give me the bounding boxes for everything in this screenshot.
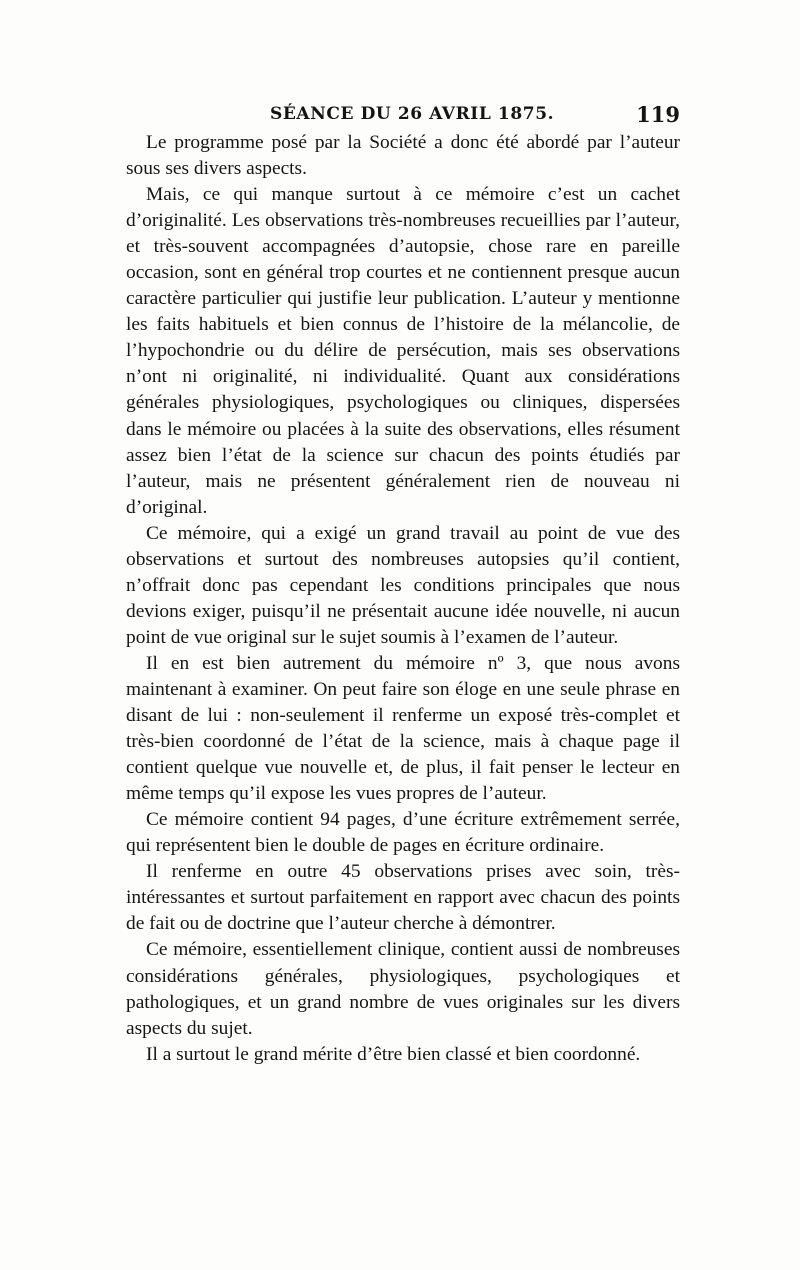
body-text (126, 130, 680, 1068)
paragraph-4: Il en est bien autrement du mémoire nº 3, que nous avons maintenant à examiner. On peut faire son éloge en une seule phrase en disant de lui : non-seulement il renferme un exposé très-complet et très-bien coordonné de l’état de la science, mais à chaque page il contient quelque vue nouvelle et, de plus, il fait penser le lecteur en même temps qu’il expose les vues propres de l’auteur. (126, 652, 680, 805)
paragraph-6: Il renferme en outre 45 observations prises avec soin, très-intéressantes et surtout parfaitement en rapport avec chacun des points de fait ou de doctrine que l’auteur cherche à démontrer. (126, 861, 680, 935)
page-header (118, 100, 680, 130)
paragraph-2: Mais, ce qui manque surtout à ce mémoire c’est un cachet d’originalité. Les observations très-nombreuses recueillies par l’auteur, et très-souvent accompagnées d’autopsie, chose rare en pareille occasion, sont en général trop courtes et ne contiennent presque aucun caractère particulier qui justifie leur publication. L’auteur y mentionne les faits habituels et bien connus de l’histoire de la mélancolie, de l’hypochondrie ou du délire de persécution, mais ses observations n’ont ni originalité, ni individualité. Quant aux considérations générales physiologiques, psychologiques ou cliniques, dispersées dans le mémoire ou placées à la suite des observations, elles résument assez bien l’état de la science sur chacun des points étudiés par l’auteur, mais ne présentent généralement rien de nouveau ni d’original. (126, 184, 680, 518)
paragraph-8: Il a surtout le grand mérite d’être bien classé et bien coordonné. (146, 1043, 641, 1065)
page-number: 119 (636, 102, 680, 127)
paragraph-3: Ce mémoire, qui a exigé un grand travail au point de vue des observations et surtout des nombreuses autopsies qu’il contient, n’offrait donc pas cependant les conditions principales que nous devions exiger, puisqu’il ne présentait aucune idée nouvelle, ni aucun point de vue original sur le sujet soumis à l’examen de l’auteur. (126, 522, 680, 648)
paragraph-7: Ce mémoire, essentiellement clinique, contient aussi de nombreuses considérations générales, physiologiques, psychologiques et pathologiques, et un grand nombre de vues originales sur les divers aspects du sujet. (126, 939, 680, 1039)
running-head: SÉANCE DU 26 AVRIL 1875. (270, 104, 555, 124)
paragraph-1: Le programme posé par la Société a donc été abordé par l’auteur sous ses divers aspects. (126, 132, 680, 180)
paragraph-5: Ce mémoire contient 94 pages, d’une écriture extrêmement serrée, qui représentent bien le double de pages en écriture ordinaire. (126, 809, 680, 857)
